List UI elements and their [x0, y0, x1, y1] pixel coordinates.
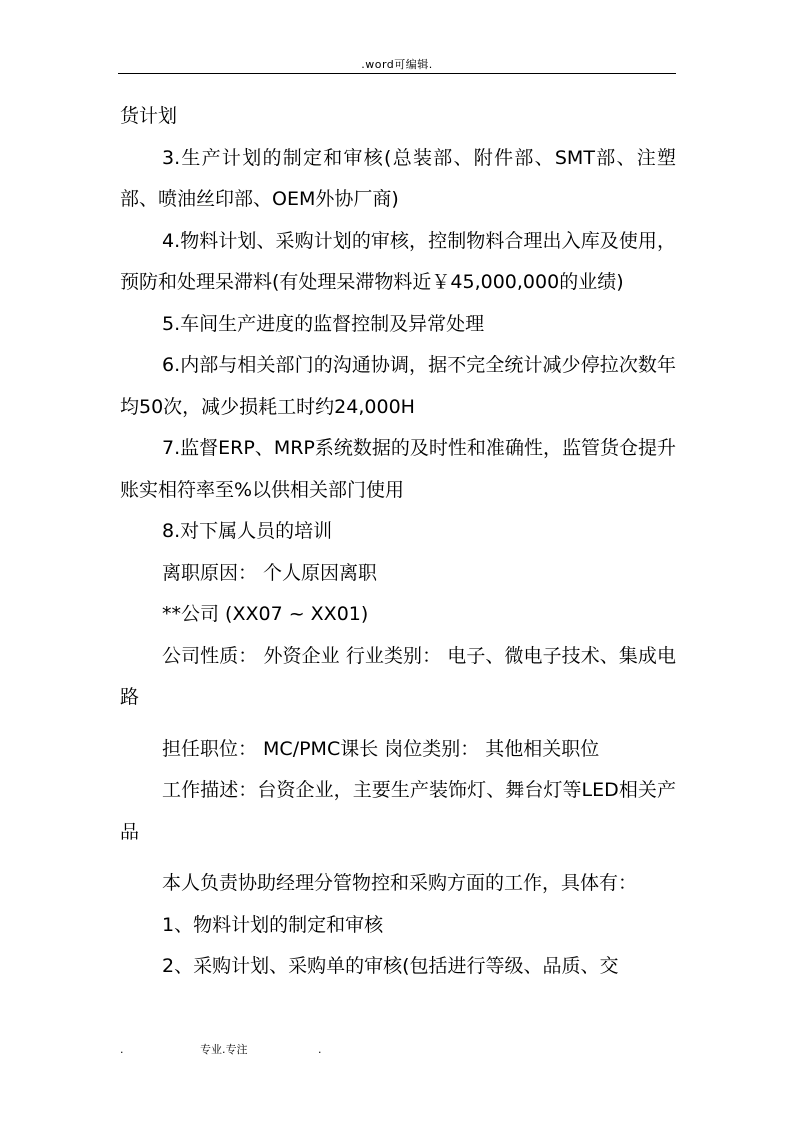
responsibilities-intro: 本人负责协助经理分管物控和采购方面的工作，具体有： [162, 872, 638, 894]
footer-right-mark: . [318, 1043, 322, 1056]
company-nature: 公司性质： 外资企业 行业类别： 电子、微电子技术、集成电路 [120, 644, 676, 708]
page-header: .word可编辑. [361, 58, 433, 71]
leave-reason: 离职原因： 个人原因离职 [162, 561, 378, 584]
page-footer [0, 1040, 794, 1060]
footer-left-mark: . [120, 1043, 124, 1056]
paragraph-item-6: 6.内部与相关部门的沟通协调，据不完全统计减少停拉次数年均50次，减少损耗工时约24,000H [120, 354, 676, 418]
header-divider [118, 73, 676, 74]
document-body [120, 96, 676, 988]
paragraph-item-8: 8.对下属人员的培训 [162, 520, 333, 542]
company-period: **公司 (XX07 ~ XX01) [162, 603, 369, 625]
responsibility-item-2: 2、采购计划、采购单的审核(包括进行等级、品质、交 [162, 955, 619, 977]
paragraph-item-7: 7.监督ERP、MRP系统数据的及时性和准确性，监管货仓提升账实相符率至%以供相关部门使用 [120, 437, 676, 501]
paragraph-continuation: 货计划 [120, 105, 178, 127]
paragraph-item-3: 3.生产计划的制定和审核(总装部、附件部、SMT部、注塑部、喷油丝印部、OEM外协厂商) [120, 146, 676, 210]
job-position: 担任职位： MC/PMC课长 岗位类别： 其他相关职位 [162, 737, 600, 760]
job-description: 工作描述：台资企业，主要生产装饰灯、舞台灯等LED相关产品 [120, 779, 676, 843]
footer-label: 专业.专注 [200, 1043, 248, 1056]
paragraph-item-4: 4.物料计划、采购计划的审核，控制物料合理出入库及使用，预防和处理呆滞料(有处理呆滞物料近￥45,000,000的业绩) [120, 229, 676, 293]
responsibility-item-1: 1、物料计划的制定和审核 [162, 913, 384, 936]
paragraph-item-5: 5.车间生产进度的监督控制及异常处理 [162, 312, 485, 335]
